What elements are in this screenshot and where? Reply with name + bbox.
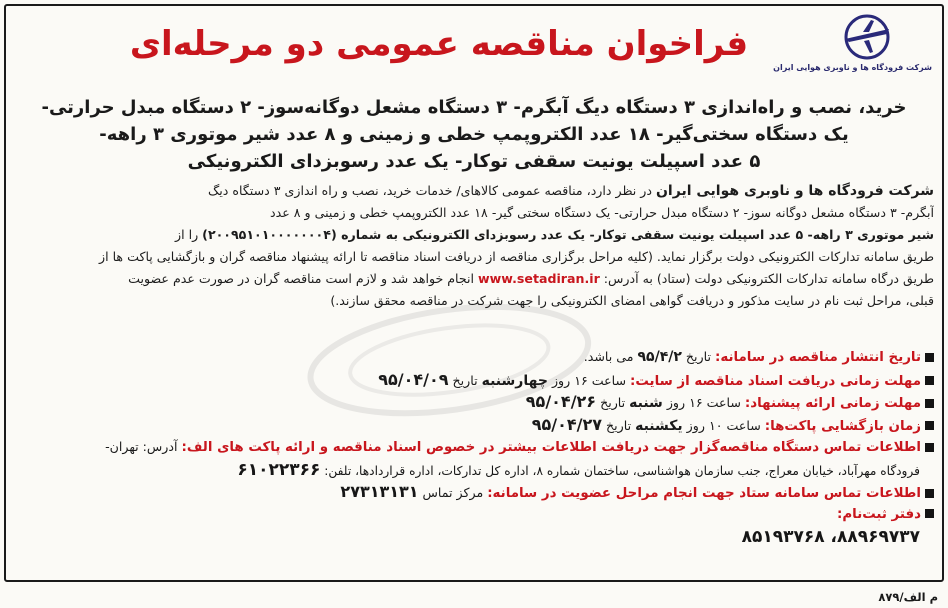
offer-deadline-item — [12, 391, 934, 414]
description-text: در نظر دارد، مناقصه عمومی کالاهای/ خدمات خرید، نصب و راه اندازی ۳ دستگاه دیگ — [208, 183, 656, 198]
address-text: فرودگاه مهرآباد، خیابان معراج، جنب سازمان هواشناسی، ساختمان شماره ۸، اداره کل تدارکات، اداره قراردادها، تلفن: — [320, 463, 920, 478]
item-label: زمان بازگشایی پاکت‌ها: — [764, 418, 921, 434]
item-text: تاریخ — [602, 417, 636, 433]
item-date: ۹۵/۰۴/۲۶ — [525, 392, 597, 411]
company-name: شرکت فرودگاه ها و ناوبری هوایی ایران — [655, 183, 934, 199]
square-bullet-icon — [925, 353, 934, 362]
schedule-and-contacts — [12, 346, 934, 549]
description-line: طریق سامانه تدارکات الکترونیکی دولت برگزار نماید. (کلیه مراحل برگزاری مناقصه از دریافت اسناد مناقصه تا ارائه پیشنهاد مناقصه گران و بازگشایی پاکت ها از — [99, 249, 934, 264]
tender-number-text: شیر موتوری ۳ راهه- ۵ عدد اسپیلت یونیت سقفی توکار- یک عدد رسوبزدای الکترونیکی به شماره (۲۰۰۹۵۱۰۱۰۰۰۰۰۰۰۴) — [202, 227, 934, 242]
description-text: طریق درگاه سامانه تدارکات الکترونیکی دولت (ستاد) به آدرس: — [599, 271, 934, 286]
registration-office-item — [12, 504, 934, 527]
item-text: ساعت ۱۶ روز — [547, 372, 631, 388]
item-label: دفتر ثبت‌نام: — [837, 506, 921, 522]
square-bullet-icon — [925, 399, 934, 408]
registration-phones-line — [12, 526, 934, 549]
item-date: ۹۵/۴/۲ — [637, 349, 682, 365]
airport-company-logo-icon — [837, 12, 897, 62]
item-day: یکشنبه — [635, 417, 683, 434]
item-text: مرکز تماس — [418, 485, 488, 500]
phone-separator: ، — [824, 527, 837, 547]
tender-phone: ۶۱۰۲۲۳۶۶ — [237, 459, 321, 480]
tender-description — [12, 180, 934, 312]
description-line — [12, 180, 934, 202]
item-text: ساعت ۱۶ روز — [662, 395, 745, 410]
item-day: چهارشنبه — [481, 372, 548, 389]
description-text: را از — [175, 227, 203, 242]
square-bullet-icon — [925, 376, 934, 385]
square-bullet-icon — [925, 489, 934, 498]
registration-phone: ۸۵۱۹۳۷۶۸ — [741, 527, 825, 547]
company-logo — [773, 12, 932, 86]
item-label: مهلت زمانی دریافت اسناد مناقصه از سایت: — [630, 373, 921, 389]
tender-subject — [12, 94, 936, 175]
item-label: اطلاعات تماس دستگاه مناقصه‌گزار جهت دریافت اطلاعات بیشتر در خصوص اسناد مناقصه و ارائه پاکت های الف: — [181, 440, 921, 455]
square-bullet-icon — [925, 443, 934, 452]
item-text: می باشد. — [583, 349, 638, 364]
header — [10, 12, 938, 86]
publish-date-item — [12, 346, 934, 369]
docs-deadline-item — [12, 369, 934, 392]
item-label: تاریخ انتشار مناقصه در سامانه: — [714, 350, 921, 365]
item-label: مهلت زمانی ارائه پیشنهاد: — [744, 396, 921, 411]
item-text: تاریخ — [681, 349, 715, 364]
item-date: ۹۵/۰۴/۰۹ — [378, 369, 449, 389]
setad-phone: ۲۷۳۱۳۱۳۱ — [340, 482, 419, 501]
subject-line: خرید، نصب و راه‌اندازی ۳ دستگاه دیگ آبگرم- ۳ دستگاه مشعل دوگانه‌سوز- ۲ دستگاه مبدل حرارتی- — [41, 97, 907, 118]
item-day: شنبه — [629, 395, 663, 411]
square-bullet-icon — [925, 421, 934, 430]
square-bullet-icon — [925, 509, 934, 518]
subject-line: ۵ عدد اسپیلت یونیت سقفی توکار- یک عدد رسوبزدای الکترونیکی — [187, 151, 761, 172]
ad-reference-code: م الف/۸۷۹ — [878, 590, 938, 604]
subject-line: یک دستگاه سختی‌گیر- ۱۸ عدد الکتروپمپ خطی و زمینی و ۸ عدد شیر موتوری ۳ راهه- — [99, 124, 849, 145]
item-text: ساعت ۱۰ روز — [682, 417, 765, 433]
item-text: آدرس: تهران- — [105, 439, 182, 454]
announcement-title: فراخوان مناقصه عمومی دو مرحله‌ای — [129, 24, 749, 64]
setad-website-link[interactable]: www.setadiran.ir — [478, 271, 600, 286]
description-line — [12, 268, 934, 290]
tender-contact-item — [12, 436, 934, 459]
item-text: تاریخ — [596, 395, 630, 410]
logo-org-name: شرکت فرودگاه ها و ناوبری هوایی ایران — [773, 63, 932, 72]
description-line — [12, 224, 934, 246]
opening-time-item — [12, 414, 934, 437]
description-line: قبلی، مراحل ثبت نام در سایت مذکور و دریافت گواهی امضای الکترونیکی را جهت شرکت در مناقصه محقق سازند.) — [330, 293, 934, 308]
item-text: تاریخ — [448, 372, 482, 388]
description-text: انجام خواهد شد و لازم است مناقصه گران در صورت عدم عضویت — [128, 271, 479, 286]
tender-address-line — [12, 459, 934, 482]
description-line: آبگرم- ۳ دستگاه مشعل دوگانه سوز- ۲ دستگاه مبدل حرارتی- یک دستگاه سختی گیر- ۱۸ عدد الکتروپمپ خطی و زمینی و ۸ عدد — [270, 205, 934, 220]
setad-contact-item — [12, 481, 934, 504]
item-date: ۹۵/۰۴/۲۷ — [531, 414, 603, 434]
item-label: اطلاعات تماس سامانه ستاد جهت انجام مراحل عضویت در سامانه: — [487, 486, 921, 501]
registration-phone: ۸۸۹۶۹۷۳۷ — [836, 527, 920, 547]
